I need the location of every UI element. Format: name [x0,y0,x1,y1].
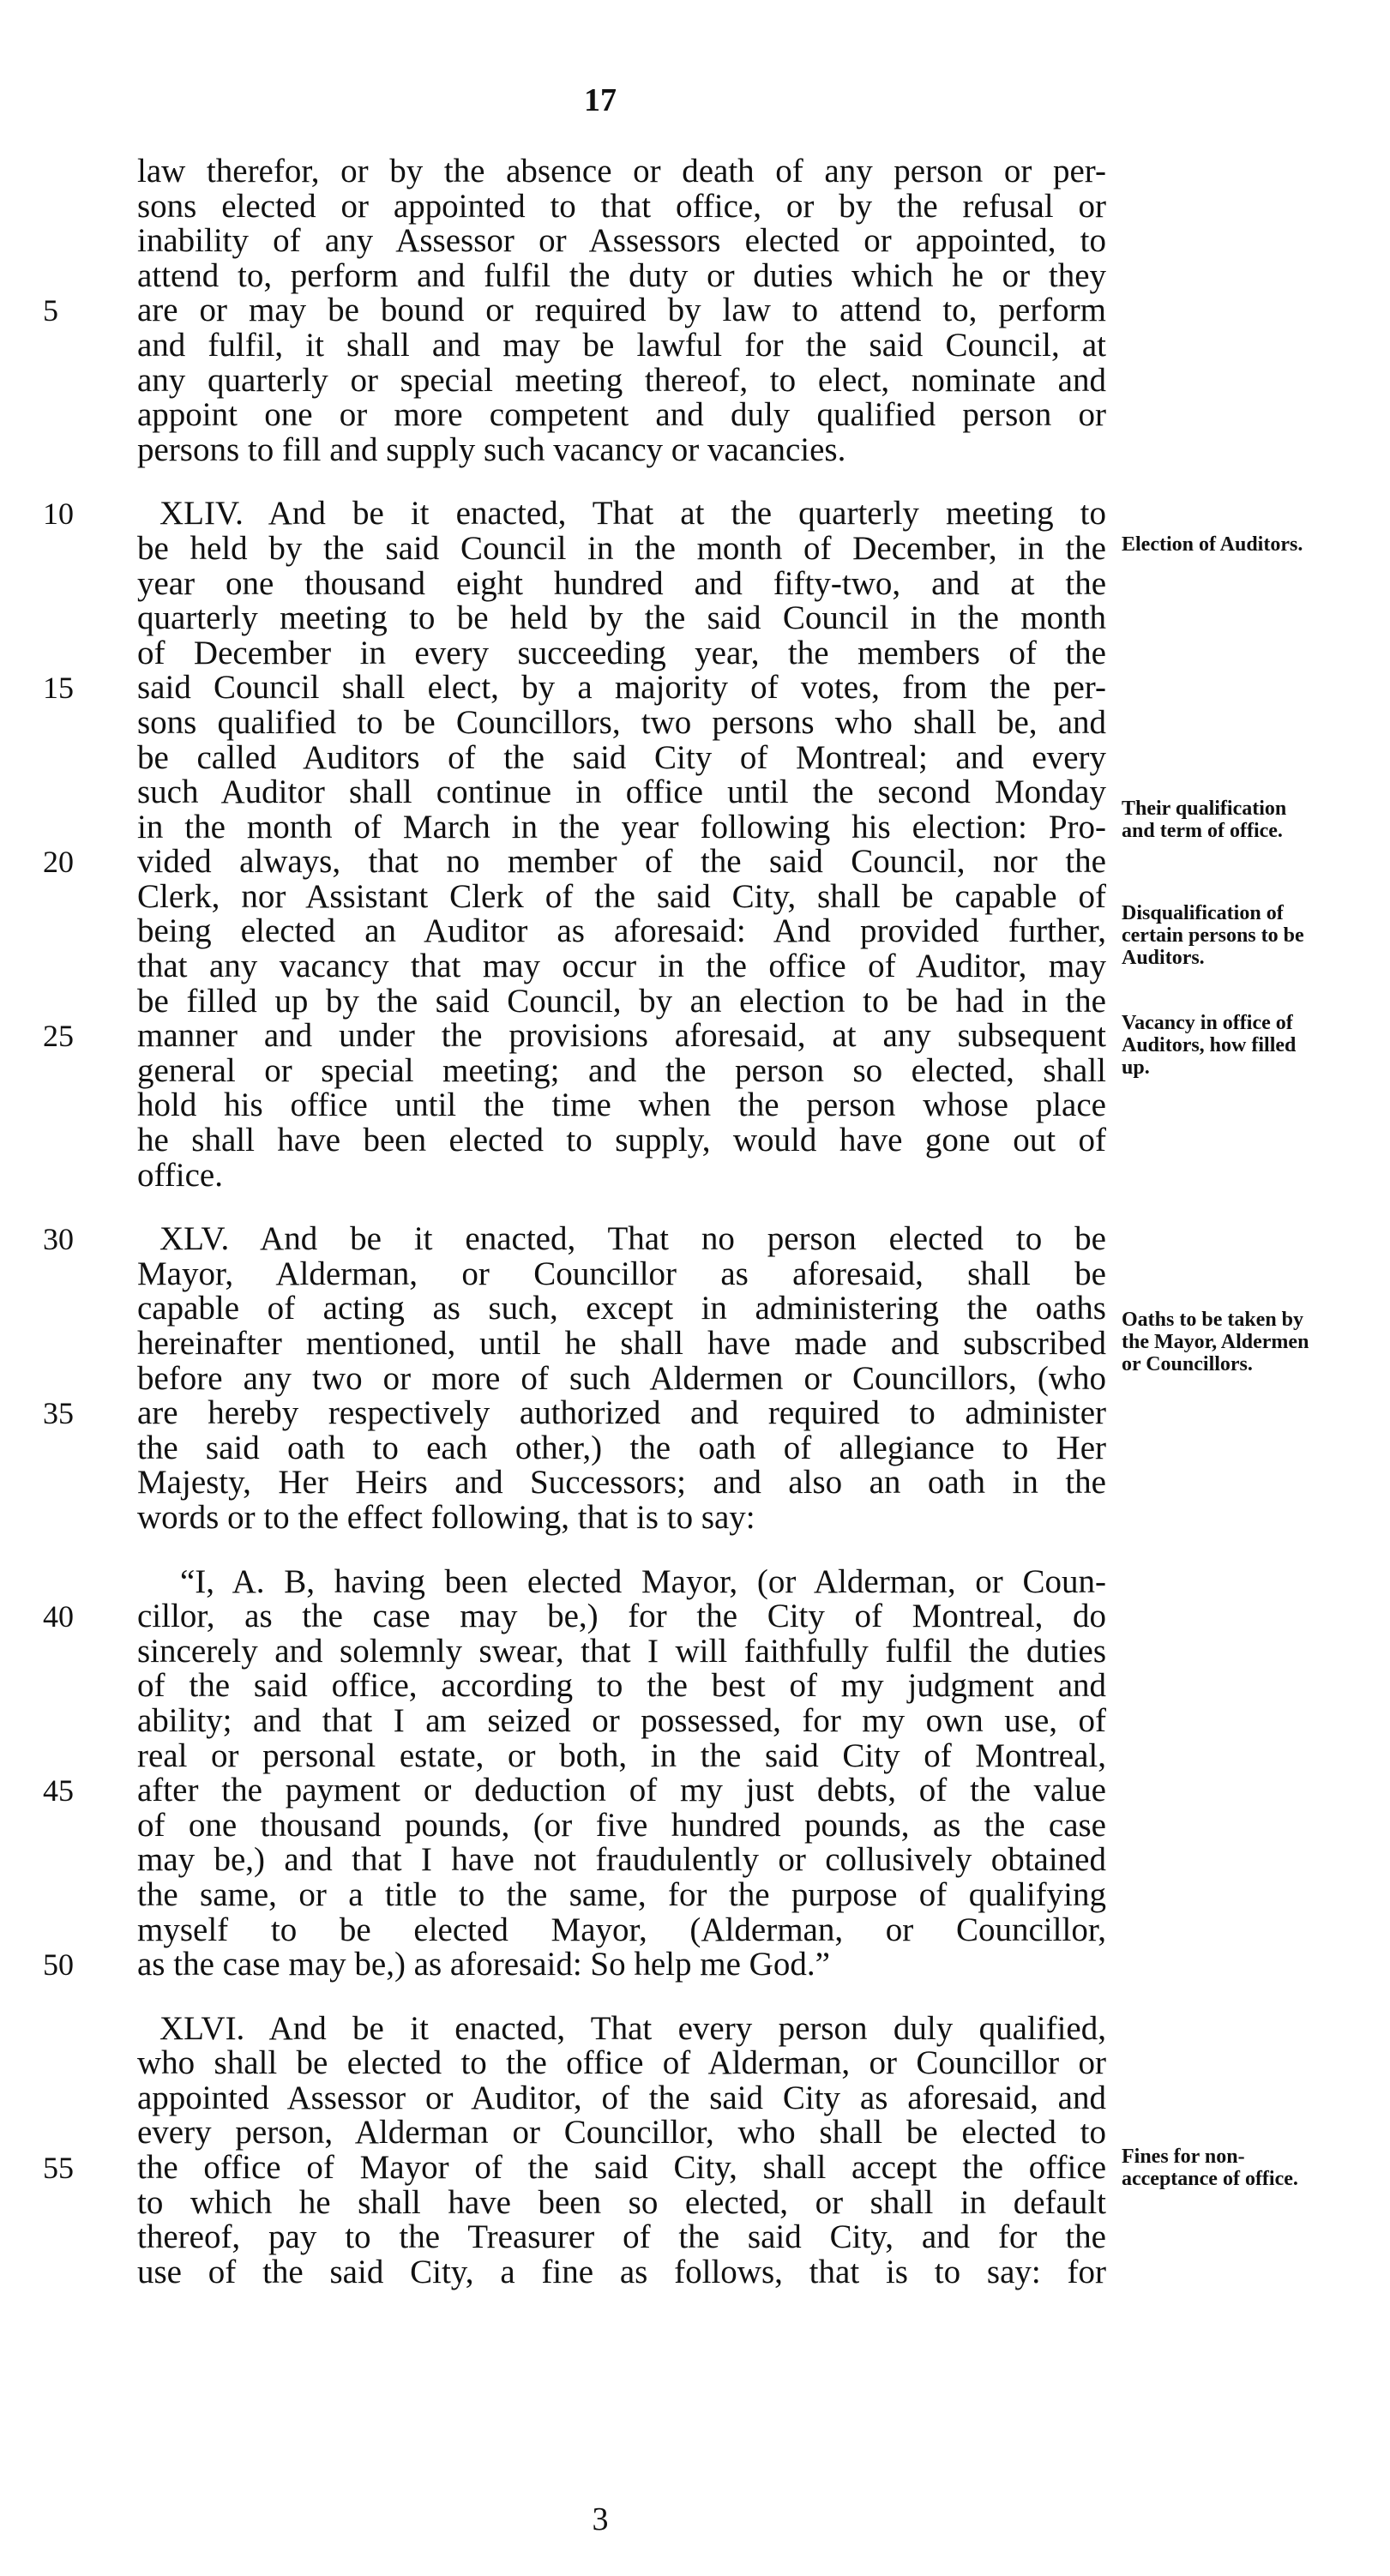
text-line [43,2149,1106,2187]
text-line: ability; and that I am seized or possessed, for my own use, of [137,1701,1106,1739]
margin-note-vacancy: Vacancy in office of Auditors, how filled up. [1122,1012,1297,1079]
margin-note-disqualification: Disqualification of certain persons to be Auditors. [1122,902,1304,969]
text-line: that any vacancy that may occur in the office of Auditor, may [137,948,1106,985]
signature-mark: 3 [592,2501,609,2537]
line-text: cillor, as the case may be,) for the City of Montreal, do [137,1598,1106,1635]
text-line: every person, Alderman or Councillor, who shall be elected to [137,2114,1106,2152]
text-line: such Auditor shall continue in office until the second Monday [137,773,1106,811]
text-line: use of the said City, a fine as follows, that is to say: for [137,2253,1106,2290]
text-line: of one thousand pounds, (or five hundred pounds, as the case [137,1806,1106,1844]
text-line: he shall have been elected to supply, would have gone out of [137,1122,1106,1159]
line-number: 20 [43,845,74,880]
text-line: of December in every succeeding year, the members of the [137,634,1106,671]
text-line: year one thousand eight hundred and fifty-two, and at the [137,564,1106,602]
text-line [43,495,1106,533]
text-line [43,292,1106,329]
text-line [43,1772,1106,1809]
paragraph-oath [43,1562,1106,1983]
text-line: of the said office, according to the best of my judgment and [137,1667,1106,1705]
text-line: appoint one or more competent and duly qualified person or [137,396,1106,434]
line-text: are hereby respectively authorized and required to administer [137,1394,1106,1432]
line-number: 25 [43,1019,74,1054]
line-text: after the payment or deduction of my just debts, of the value [137,1772,1106,1809]
line-number: 30 [43,1222,74,1257]
line-text: as the case may be,) as aforesaid: So help me God.” [137,1946,830,1983]
text-line: the said oath to each other,) the oath of allegiance to Her [137,1429,1106,1466]
text-line [43,669,1106,707]
text-line: and fulfil, it shall and may be lawful for the said Council, at [137,326,1106,364]
margin-note-qualification: Their qualification and term of office. [1122,797,1287,842]
text-line: in the month of March in the year following his election: Pro- [137,808,1106,846]
paragraph-section-xlvi [43,2009,1106,2290]
text-line: thereof, pay to the Treasurer of the said City, and for the [137,2218,1106,2256]
text-line: may be,) and that I have not fraudulently or collusively obtained [137,1841,1106,1879]
text-line [43,1946,1106,1983]
line-text: XLV. And be it enacted, That no person elected to be [159,1220,1106,1258]
text-line: persons to fill and supply such vacancy or vacancies. [137,430,846,468]
text-line [43,1394,1106,1432]
paragraph-section-xliv [43,495,1106,1194]
text-line: being elected an Auditor as aforesaid: And provided further, [137,912,1106,950]
paragraph-section-xlv [43,1220,1106,1536]
text-line: “I, A. B, having been elected Mayor, (or Alderman, or Coun- [180,1562,1106,1600]
text-line: hold his office until the time when the person whose place [137,1086,1106,1124]
text-line: be held by the said Council in the month of December, in the [137,529,1106,567]
line-number: 5 [43,293,58,328]
line-number: 55 [43,2151,74,2186]
line-text: said Council shall elect, by a majority of votes, from the per- [137,669,1106,707]
text-line: law therefor, or by the absence or death of any person or per- [137,153,1106,190]
text-line [43,843,1106,881]
text-line: before any two or more of such Aldermen or Councillors, (who [137,1359,1106,1397]
page-number: 17 [584,82,617,118]
margin-note-election-of-auditors: Election of Auditors. [1122,533,1303,556]
line-number: 50 [43,1947,74,1983]
text-line: inability of any Assessor or Assessors elected or appointed, to [137,222,1106,260]
line-text: are or may be bound or required by law to attend to, perform [137,292,1106,329]
line-text: the office of Mayor of the said City, shall accept the office [137,2149,1106,2187]
text-line: the same, or a title to the same, for the purpose of qualifying [137,1875,1106,1913]
text-line: attend to, perform and fulfil the duty or duties which he or they [137,256,1106,294]
line-number: 15 [43,671,74,706]
line-number: 40 [43,1599,74,1634]
text-line: Mayor, Alderman, or Councillor as aforesaid, shall be [137,1255,1106,1292]
text-line: general or special meeting; and the person so elected, shall [137,1051,1106,1089]
text-line: sons elected or appointed to that office, or by the refusal or [137,187,1106,225]
text-line: XLVI. And be it enacted, That every person duly qualified, [159,2009,1106,2047]
text-line: Majesty, Her Heirs and Successors; and also an oath in the [137,1464,1106,1502]
text-line [43,1598,1106,1635]
text-line: Clerk, nor Assistant Clerk of the said City, shall be capable of [137,877,1106,915]
text-line [43,1220,1106,1258]
text-line: sons qualified to be Councillors, two persons who shall be, and [137,703,1106,741]
margin-note-fines: Fines for non-acceptance of office. [1122,2146,1298,2190]
text-line: any quarterly or special meeting thereof, to elect, nominate and [137,361,1106,399]
text-line: myself to be elected Mayor, (Alderman, or Councillor, [137,1911,1106,1948]
text-line: be called Auditors of the said City of Montreal; and every [137,738,1106,776]
text-line: quarterly meeting to be held by the said Council in the month [137,599,1106,637]
text-line: sincerely and solemnly swear, that I will faithfully fulfil the duties [137,1632,1106,1670]
line-number: 45 [43,1773,74,1809]
text-line: real or personal estate, or both, in the said City of Montreal, [137,1736,1106,1774]
text-line: to which he shall have been so elected, or shall in default [137,2183,1106,2221]
line-text: manner and under the provisions aforesaid, at any subsequent [137,1017,1106,1055]
paragraph-continuation [43,153,1106,468]
text-line: appointed Assessor or Auditor, of the said City as aforesaid, and [137,2079,1106,2116]
margin-note-oaths: Oaths to be taken by the Mayor, Aldermen or Councillors. [1122,1309,1309,1375]
text-line: office. [137,1156,223,1194]
line-number: 35 [43,1396,74,1431]
text-line: capable of acting as such, except in administering the oaths [137,1290,1106,1327]
text-line: hereinafter mentioned, until he shall have made and subscribed [137,1325,1106,1362]
line-text: XLIV. And be it enacted, That at the quarterly meeting to [159,495,1106,533]
line-text: vided always, that no member of the said Council, nor the [137,843,1106,881]
text-line: who shall be elected to the office of Alderman, or Councillor or [137,2044,1106,2082]
text-line: words or to the effect following, that is to say: [137,1498,755,1536]
text-line: be filled up by the said Council, by an election to be had in the [137,982,1106,1020]
text-line [43,1017,1106,1055]
line-number: 10 [43,497,74,532]
body-text [43,153,1106,2319]
